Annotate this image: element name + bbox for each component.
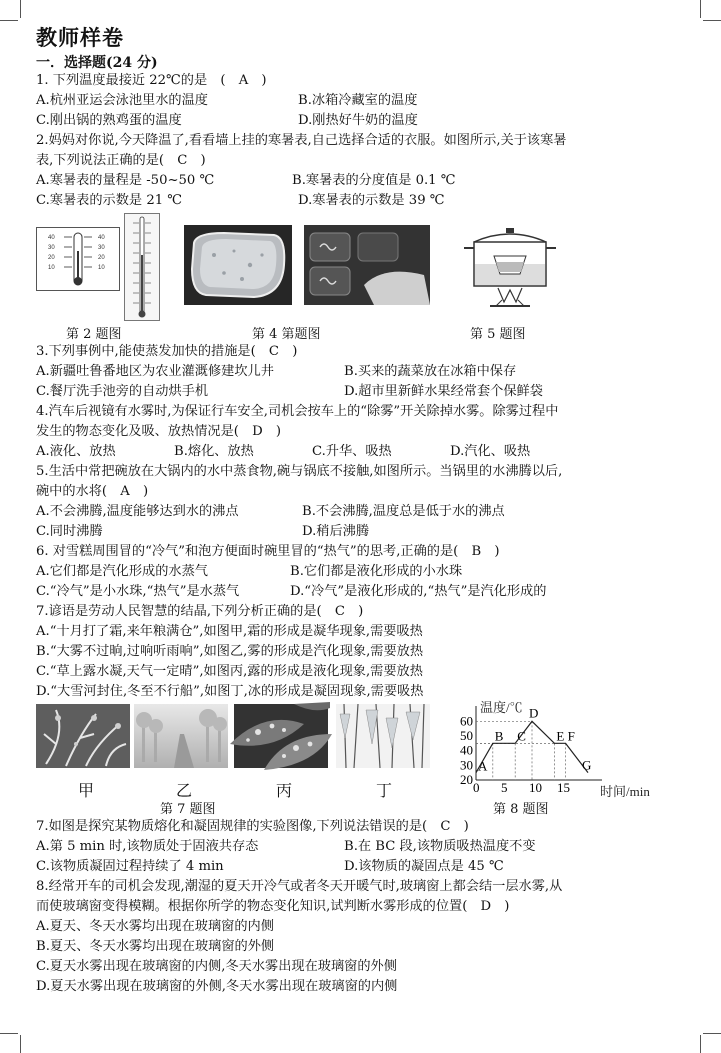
q8-option-a: A.第 5 min 时,该物质处于固液共存态: [36, 839, 259, 854]
x-tick-label: 15: [557, 780, 570, 795]
crop-mark: [700, 0, 701, 18]
q5-stem-line1: 5.生活中常把碗放在大锅内的水中蒸食物,碗与锅底不接触,如图所示。当锅里的水沸腾以后,: [36, 464, 563, 479]
q5-option-d: D.稍后沸腾: [302, 524, 370, 539]
x-tick-label: 5: [501, 780, 508, 795]
y-axis-label: 温度/℃: [480, 700, 523, 715]
q3-stem: 3.下列事例中,能使蒸发加快的措施是( C ): [36, 344, 298, 359]
crop-mark: [20, 1035, 21, 1053]
curve-point-label-c: C: [517, 728, 526, 744]
q8-option-d: D.该物质的凝固点是 45 ℃: [344, 859, 504, 874]
dew-leaves-image: [234, 704, 328, 768]
q2-option-d: D.寒暑表的示数是 39 ℃: [298, 193, 445, 208]
q1-option-a: A.杭州亚运会泳池里水的温度: [36, 93, 208, 108]
q9-stem-line1: 8.经常开车的司机会发现,潮湿的夏天开冷气或者冬天开暖气时,玻璃窗上都会结一层水雾,从: [36, 879, 563, 894]
q6-stem: 6. 对雪糕周围冒的“冷气”和泡方便面时碗里冒的“热气”的思考,正确的是( B ): [36, 544, 500, 559]
svg-text:10: 10: [48, 265, 55, 271]
q6-option-d: D.“冷气”是液化形成的,“热气”是汽化形成的: [290, 584, 547, 599]
x-tick-label: 0: [473, 780, 480, 795]
melting-curve-chart: [448, 700, 650, 800]
q7-option-c: C.“草上露水凝,天气一定晴”,如图丙,露的形成是液化现象,需要放热: [36, 664, 423, 679]
defog-button-image: [304, 225, 430, 305]
q4-stem-line2: 发生的物态变化及吸、放热情况是( D ): [36, 424, 282, 439]
svg-text:40: 40: [98, 235, 105, 241]
q9-option-b: B.夏天、冬天水雾均出现在玻璃窗的外侧: [36, 939, 275, 954]
svg-text:30: 30: [48, 245, 55, 251]
crop-mark: [703, 1033, 721, 1034]
crop-mark: [20, 0, 21, 18]
q1-option-d: D.刚热好牛奶的温度: [298, 113, 418, 128]
q9-option-c: C.夏天水雾出现在玻璃窗的内侧,冬天水雾出现在玻璃窗的外侧: [36, 959, 397, 974]
frost-plant-image: [36, 704, 130, 768]
curve-point-label-g: G: [582, 757, 592, 773]
q2-stem-line1: 2.妈妈对你说,今天降温了,看看墙上挂的寒暑表,自己选择合适的衣服。如图所示,关于该寒暑: [36, 133, 567, 148]
q7-stem: 7.谚语是劳动人民智慧的结晶,下列分析正确的是( C ): [36, 604, 364, 619]
crop-mark: [703, 20, 721, 21]
q3-option-d: D.超市里新鲜水果经常套个保鲜袋: [344, 384, 543, 399]
svg-text:20: 20: [48, 255, 55, 261]
q4-option-b: B.熔化、放热: [174, 444, 254, 459]
curve-point-label-e: E: [556, 728, 565, 744]
q5-option-c: C.同时沸腾: [36, 524, 103, 539]
q3-option-a: A.新疆吐鲁番地区为农业灌溉修建坎儿井: [36, 364, 274, 379]
fog-road-image: [134, 704, 228, 768]
q9-option-a: A.夏天、冬天水雾均出现在玻璃窗的内侧: [36, 919, 274, 934]
q9-stem-line2: 而使玻璃窗变得模糊。根据你所学的物态变化知识,试判断水雾形成的位置( D ): [36, 899, 510, 914]
figure-7-caption: 第 7 题图: [160, 802, 216, 817]
q8-option-b: B.在 BC 段,该物质吸热温度不变: [344, 839, 536, 854]
x-tick-label: 10: [529, 780, 542, 795]
steaming-pot-image: [460, 220, 560, 312]
figure-7-label-yi: 乙: [176, 781, 193, 800]
q6-option-c: C.“冷气”是小水珠,“热气”是水蒸气: [36, 584, 240, 599]
crop-mark: [0, 1033, 18, 1034]
page-title: 教师样卷: [36, 25, 124, 50]
q7-option-d: D.“大雪河封住,冬至不行船”,如图丁,冰的形成是凝固现象,需要吸热: [36, 684, 424, 699]
q7-option-b: B.“大雾不过晌,过响听雨响”,如图乙,雾的形成是汽化现象,需要放热: [36, 644, 424, 659]
thermometer-dial-image: [36, 227, 120, 291]
svg-text:40: 40: [48, 235, 55, 241]
q3-option-b: B.买来的蔬菜放在冰箱中保存: [344, 364, 517, 379]
q2-option-a: A.寒暑表的量程是 -50~50 ℃: [36, 173, 215, 188]
q5-option-b: B.不会沸腾,温度总是低于水的沸点: [302, 504, 505, 519]
curve-point-label-d: D: [529, 705, 539, 721]
q7-option-a: A.“十月打了霜,来年粮满仓”,如图甲,霜的形成是凝华现象,需要吸热: [36, 624, 423, 639]
curve-point-label-f: F: [567, 728, 575, 744]
y-tick-label: 20: [460, 772, 473, 787]
q4-option-d: D.汽化、吸热: [450, 444, 531, 459]
section-heading: 一．选择题(24 分): [36, 55, 158, 71]
crop-mark: [0, 20, 18, 21]
crop-mark: [700, 1035, 701, 1053]
figure-8-caption: 第 8 题图: [493, 802, 549, 817]
q3-option-c: C.餐厅洗手池旁的自动烘手机: [36, 384, 209, 399]
q4-option-c: C.升华、吸热: [312, 444, 392, 459]
frozen-icicles-image: [336, 704, 430, 768]
q2-option-c: C.寒暑表的示数是 21 ℃: [36, 193, 183, 208]
figure-7-label-ding: 丁: [376, 781, 393, 800]
curve-point-label-a: A: [478, 758, 488, 774]
q8-option-c: C.该物质凝固过程持续了 4 min: [36, 859, 224, 874]
svg-text:10: 10: [98, 265, 105, 271]
y-tick-label: 40: [460, 742, 473, 758]
figure-7-label-bing: 丙: [276, 781, 293, 800]
q5-stem-line2: 碗中的水将( A ): [36, 484, 149, 499]
y-tick-label: 50: [460, 728, 473, 743]
q9-option-d: D.夏天水雾出现在玻璃窗的外侧,冬天水雾出现在玻璃窗的内侧: [36, 979, 398, 994]
figure-5-caption: 第 5 题图: [470, 327, 526, 342]
q2-stem-line2: 表,下列说法正确的是( C ): [36, 153, 206, 168]
q1-option-c: C.刚出锅的熟鸡蛋的温度: [36, 113, 182, 128]
svg-text:30: 30: [98, 245, 105, 251]
q4-option-a: A.液化、放热: [36, 444, 116, 459]
q6-option-a: A.它们都是汽化形成的水蒸气: [36, 564, 208, 579]
thermometer-scale-image: [124, 213, 160, 321]
figure-4-caption: 第 4 第题图: [252, 327, 321, 342]
x-axis-label: 时间/min: [600, 784, 650, 799]
svg-text:20: 20: [98, 255, 105, 261]
q1-stem: 1. 下列温度最接近 22℃的是 ( A ): [36, 73, 267, 88]
q4-stem-line1: 4.汽车后视镜有水雾时,为保证行车安全,司机会按车上的“除雾”开关除掉水雾。除雾过程中: [36, 404, 559, 419]
q6-option-b: B.它们都是液化形成的小水珠: [290, 564, 463, 579]
car-mirror-image: [184, 225, 292, 305]
figure-7-label-jia: 甲: [78, 781, 95, 800]
y-tick-label: 30: [460, 757, 473, 773]
q1-option-b: B.冰箱冷藏室的温度: [298, 93, 418, 108]
curve-point-label-b: B: [494, 728, 504, 744]
figure-2-caption: 第 2 题图: [66, 327, 122, 342]
q2-option-b: B.寒暑表的分度值是 0.1 ℃: [292, 173, 456, 188]
y-tick-label: 60: [460, 713, 473, 729]
q8-stem: 7.如图是探究某物质熔化和凝固规律的实验图像,下列说法错误的是( C ): [36, 819, 469, 834]
q5-option-a: A.不会沸腾,温度能够达到水的沸点: [36, 504, 239, 519]
